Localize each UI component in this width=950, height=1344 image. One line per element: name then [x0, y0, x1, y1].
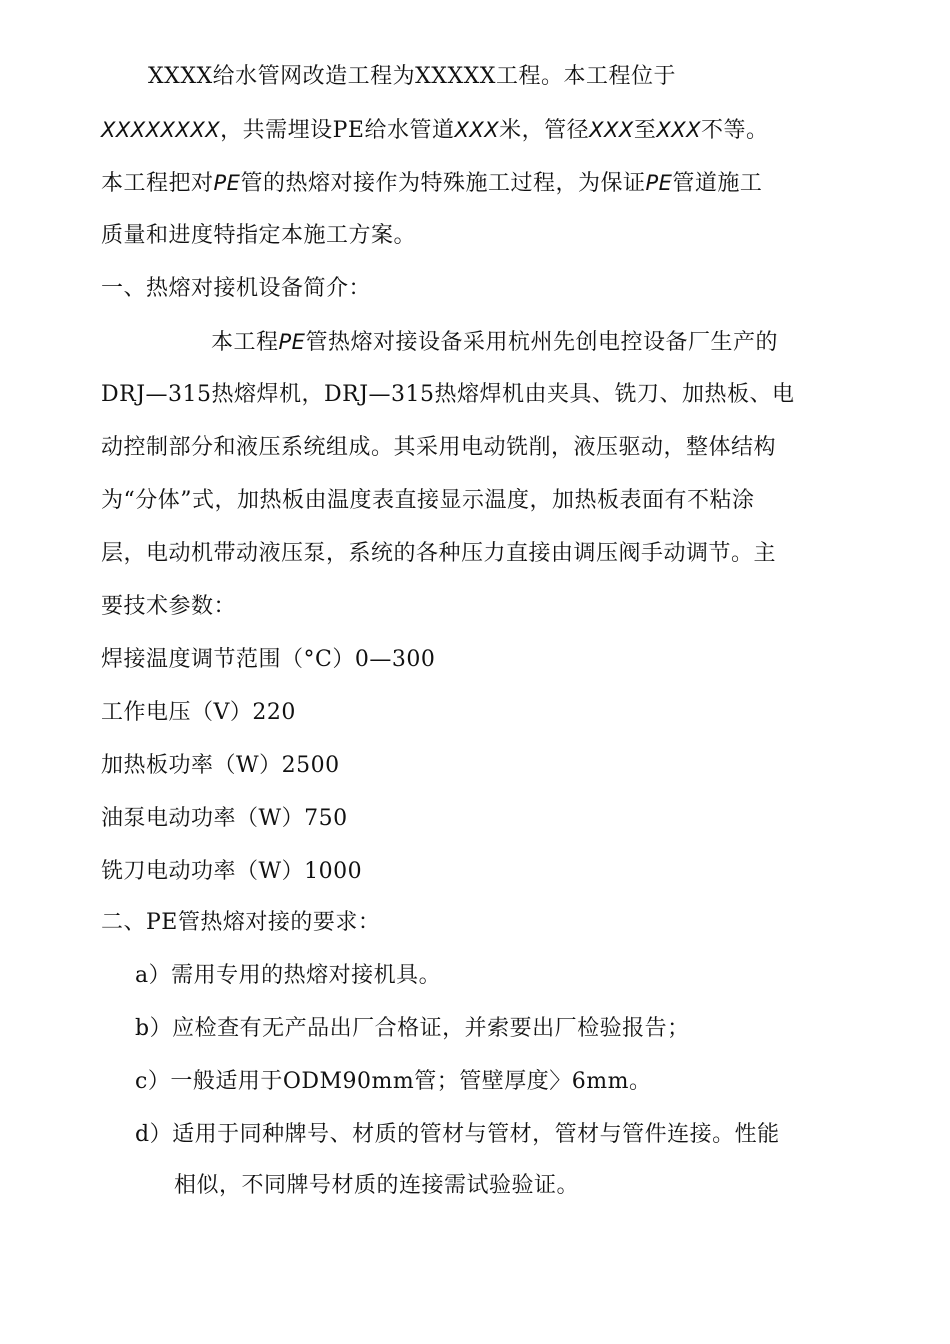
section-1-para-line-4: 为“分体”式，加热板由温度表直接显示温度，加热板表面有不粘涂 [101, 488, 755, 513]
section-2-heading: 二、PE管热熔对接的要求： [101, 910, 381, 935]
pe-term: PE [278, 330, 306, 354]
requirement-item-d-continued: 相似，不同牌号材质的连接需试验验证。 [174, 1173, 580, 1198]
section-1-para-line-2: DRJ—315热熔焊机，DRJ—315热熔焊机由夹具、铣刀、加热板、电 [101, 382, 795, 407]
section-1-para-line-1-a: 本工程 [211, 330, 279, 355]
requirement-item-b: b）应检查有无产品出厂合格证，并索要出厂检验报告； [135, 1016, 690, 1041]
param-heating-plate-power: 加热板功率（W）2500 [101, 753, 340, 778]
section-1-para-line-3: 动控制部分和液压系统组成。其采用电动铣削，液压驱动，整体结构 [101, 435, 777, 460]
param-welding-temperature: 焊接温度调节范围（°C）0—300 [101, 647, 436, 672]
intro-line-3 [101, 168, 762, 199]
intro-line-2 [101, 115, 769, 146]
intro-line-3-text-c: 管的热熔对接作为特殊施工过程，为保证 [240, 171, 646, 196]
intro-line-4-text: 质量和进度特指定本施工方案。 [101, 223, 417, 248]
diameter-max-placeholder: XXX [656, 118, 702, 142]
intro-line-2-text-h: 不等。 [701, 118, 769, 143]
length-placeholder: XXX [454, 118, 500, 142]
location-placeholder: XXXXXXXX [101, 118, 221, 142]
requirement-item-c: c）一般适用于ODM90mm管；管壁厚度〉6mm。 [135, 1069, 652, 1094]
requirement-item-a: a）需用专用的热熔对接机具。 [135, 963, 442, 988]
intro-line-4 [101, 221, 416, 251]
param-milling-cutter-power: 铣刀电动功率（W）1000 [101, 859, 363, 884]
pe-term: PE [645, 171, 673, 195]
intro-line-3-text-e: 管道施工 [672, 171, 763, 196]
section-1-para-line-1 [211, 327, 778, 358]
diameter-min-placeholder: XXX [589, 118, 634, 142]
intro-line-1 [148, 62, 676, 92]
param-working-voltage: 工作电压（V）220 [101, 700, 296, 725]
pe-term: PE [213, 171, 241, 195]
intro-line-1-text: XXXX给水管网改造工程为XXXXX工程。本工程位于 [148, 64, 676, 89]
section-1-para-line-5: 层，电动机带动液压泵，系统的各种压力直接由调压阀手动调节。主 [101, 541, 777, 566]
section-1-para-line-1-c: 管热熔对接设备采用杭州先创电控设备厂生产的 [305, 330, 778, 355]
requirement-item-d: d）适用于同种牌号、材质的管材与管材，管材与管件连接。性能 [135, 1122, 780, 1147]
section-1-para-line-6: 要技术参数： [101, 594, 237, 619]
param-oil-pump-power: 油泵电动功率（W）750 [101, 806, 348, 831]
intro-line-2-text-b: ，共需埋设PE给水管道 [220, 118, 455, 143]
intro-line-3-text-a: 本工程把对 [101, 171, 214, 196]
section-1-heading: 一、热熔对接机设备简介： [101, 276, 372, 301]
intro-line-2-text-d: 米，管径 [499, 118, 590, 143]
intro-line-2-text-f: 至 [633, 118, 657, 143]
